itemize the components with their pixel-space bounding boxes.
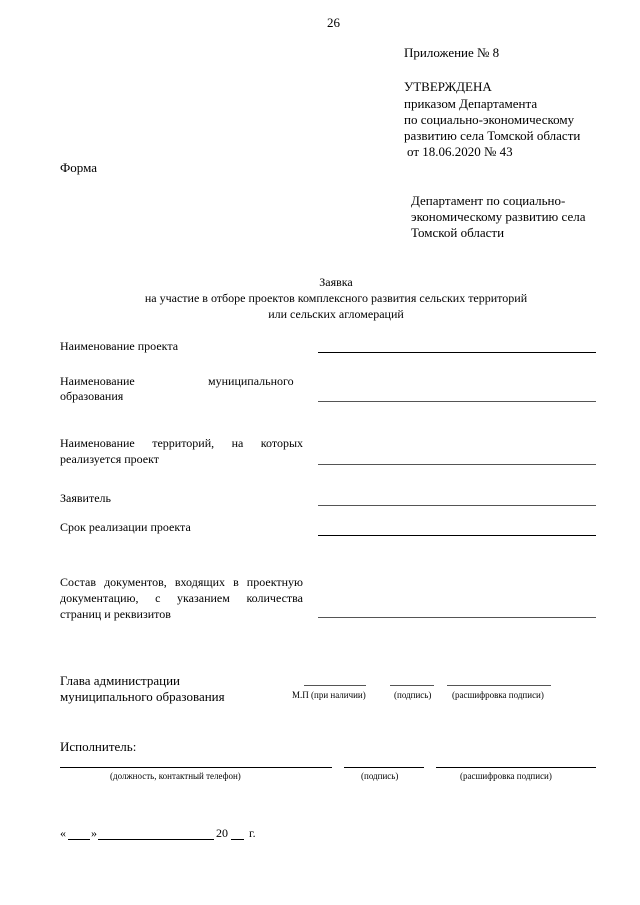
date-month-line[interactable]: [98, 839, 214, 840]
field-label-territories: [60, 436, 303, 451]
addressee-line: экономическому развитию села: [411, 209, 586, 224]
duration-input-line[interactable]: [318, 535, 596, 536]
executor-transcript-line[interactable]: [436, 767, 596, 768]
field-label-documents: страниц и реквизитов: [60, 607, 171, 621]
approval-title: УТВЕРЖДЕНА: [404, 79, 492, 94]
field-label-documents-line: документацию, с указанием количества: [60, 591, 303, 605]
territories-input-line[interactable]: [318, 464, 596, 465]
executor-position-line[interactable]: [60, 767, 332, 768]
head-title: Глава администрации: [60, 673, 181, 688]
field-label-territories-line: Наименование территорий, на которых: [60, 436, 303, 450]
field-label-municipality: муниципального: [208, 374, 294, 388]
municipality-input-line[interactable]: [318, 401, 596, 402]
field-label-documents-line: Состав документов, входящих в проектную: [60, 575, 303, 589]
page-number: 26: [327, 15, 340, 30]
head-signature-line[interactable]: [390, 685, 434, 686]
heading-subtitle: или сельских агломераций: [268, 307, 404, 321]
form-label: Форма: [60, 160, 97, 175]
date-day-line[interactable]: [68, 839, 90, 840]
executor-position-caption: (должность, контактный телефон): [110, 771, 241, 781]
head-transcript-line[interactable]: [447, 685, 551, 686]
field-label-territories: реализуется проект: [60, 452, 160, 466]
approval-date: от 18.06.2020 № 43: [407, 144, 513, 159]
head-title: муниципального образования: [60, 689, 225, 704]
field-label-documents: [60, 575, 303, 590]
approval-line: развитию села Томской области: [404, 128, 581, 143]
field-label-municipality: образования: [60, 389, 124, 403]
seal-caption: М.П (при наличии): [292, 690, 366, 700]
head-signature-caption: (подпись): [394, 690, 432, 700]
date-year-prefix: 20: [216, 826, 228, 840]
head-transcript-caption: (расшифровка подписи): [452, 690, 544, 700]
project-name-input-line[interactable]: [318, 352, 596, 353]
heading-subtitle: на участие в отборе проектов комплексного развития сельских территорий: [144, 291, 528, 305]
documents-input-line[interactable]: [318, 617, 596, 618]
field-label-municipality: Наименование: [60, 374, 135, 388]
executor-signature-caption: (подпись): [361, 771, 399, 781]
date-year-line[interactable]: [231, 839, 244, 840]
executor-label: Исполнитель:: [60, 739, 137, 754]
field-label-duration: Срок реализации проекта: [60, 520, 191, 534]
applicant-input-line[interactable]: [318, 505, 596, 506]
addressee-line: Томской области: [411, 225, 505, 240]
approval-line: по социально-экономическому: [404, 112, 575, 127]
field-label-applicant: Заявитель: [60, 491, 111, 505]
field-label-project-name: Наименование проекта: [60, 339, 179, 353]
heading-title: Заявка: [319, 275, 353, 289]
field-label-documents: [60, 591, 303, 606]
approval-line: приказом Департамента: [404, 96, 538, 111]
date-quote-open: «: [60, 826, 66, 840]
addressee-line: Департамент по социально-: [411, 193, 566, 208]
seal-line[interactable]: [304, 685, 366, 686]
date-quote-close: »: [91, 826, 97, 840]
date-year-suffix: г.: [249, 826, 256, 840]
executor-signature-line[interactable]: [344, 767, 424, 768]
executor-transcript-caption: (расшифровка подписи): [460, 771, 552, 781]
appendix-label: Приложение № 8: [404, 45, 500, 60]
